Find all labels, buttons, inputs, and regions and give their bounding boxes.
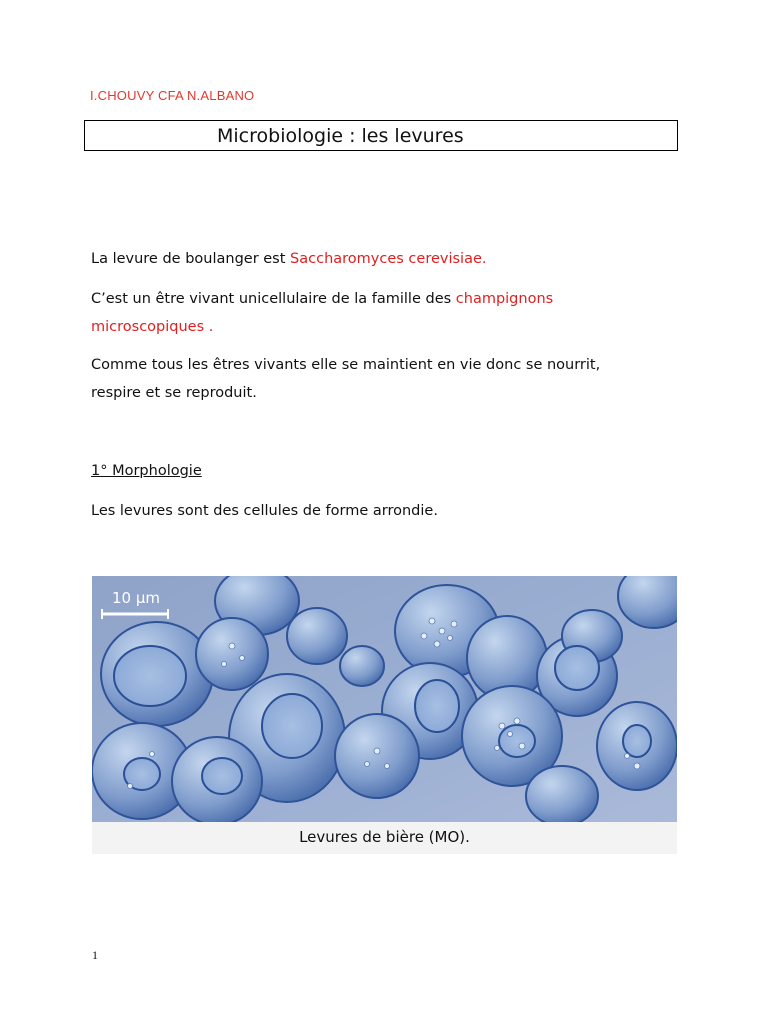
species-period: . — [481, 251, 487, 267]
page-number: 1 — [92, 948, 98, 962]
figure-caption: Levures de bière (MO). — [299, 828, 470, 846]
yeast-micrograph — [92, 576, 677, 822]
morphology-text: Les levures sont des cellules de forme arrondie. — [91, 503, 438, 519]
intro-text-2: C’est un être vivant unicellulaire de la famille des — [91, 291, 456, 307]
figure-caption-band — [92, 822, 677, 854]
section-heading-morphologie: 1° Morphologie — [91, 463, 202, 479]
fungi-term: champignons microscopiques . — [91, 291, 554, 335]
intro-paragraph-1 — [91, 245, 691, 273]
page-title: Microbiologie : les levures — [217, 125, 464, 147]
intro-text-3-line2: respire et se reproduit. — [91, 385, 257, 401]
intro-paragraph-3 — [91, 351, 691, 407]
author-header: I.CHOUVY CFA N.ALBANO — [90, 88, 255, 103]
species-name: Saccharomyces cerevisiae — [290, 251, 482, 267]
intro-text-1: La levure de boulanger est — [91, 251, 291, 267]
scale-bar — [102, 589, 168, 619]
title-box — [84, 120, 678, 151]
intro-paragraph-2 — [91, 285, 651, 341]
scale-label: 10 µm — [112, 589, 161, 607]
intro-text-3-line1: Comme tous les êtres vivants elle se maintient en vie donc se nourrit, — [91, 357, 601, 373]
